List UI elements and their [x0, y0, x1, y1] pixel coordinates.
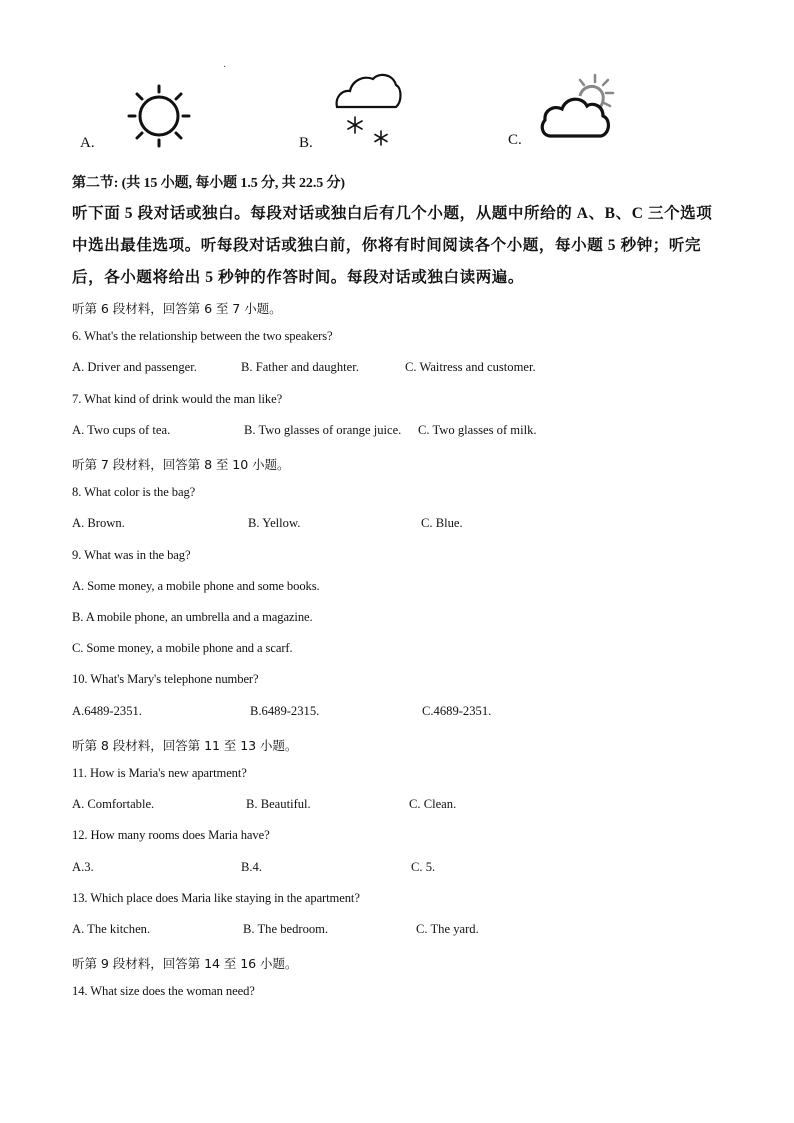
question-7-stem: 7. What kind of drink would the man like? [72, 392, 283, 406]
q12-option-b: B.4. [241, 860, 262, 874]
instructions-line-3: 后，各小题将给出 5 秒钟的作答时间。每段对话或独白读两遍。 [72, 269, 525, 286]
q13-option-b: B. The bedroom. [243, 922, 329, 936]
section-heading: 第二节: (共 15 小题, 每小题 1.5 分, 共 22.5 分) [72, 176, 345, 191]
q8-option-a: A. Brown. [72, 516, 125, 530]
q11-option-c: C. Clean. [409, 797, 457, 811]
option-a-label: A. [80, 135, 95, 151]
option-c-label: C. [508, 132, 522, 148]
q6-option-b: B. Father and daughter. [241, 360, 359, 374]
q12-option-a: A.3. [72, 860, 94, 874]
q12-option-c: C. 5. [411, 860, 436, 874]
partly-cloudy-icon [540, 72, 620, 144]
instructions-line-1: 听下面 5 段对话或独白。每段对话或独白后有几个小题，从题中所给的 A、B、C 三个选项 [72, 205, 713, 222]
question-8-stem: 8. What color is the bag? [72, 485, 196, 499]
question-11-stem: 11. How is Maria's new apartment? [72, 766, 247, 780]
q7-option-c: C. Two glasses of milk. [418, 423, 537, 437]
material-9-heading: 听第 9 段材料，回答第 14 至 16 小题。 [72, 956, 298, 971]
q8-option-c: C. Blue. [421, 516, 463, 530]
instructions-line-2: 中选出最佳选项。听每段对话或独白前，你将有时间阅读各个小题，每小题 5 秒钟；听完 [72, 237, 702, 254]
question-14-stem: 14. What size does the woman need? [72, 984, 255, 998]
q11-option-a: A. Comfortable. [72, 797, 155, 811]
q10-option-b: B.6489-2315. [250, 704, 320, 718]
material-8-heading: 听第 8 段材料，回答第 11 至 13 小题。 [72, 738, 298, 753]
q7-option-a: A. Two cups of tea. [72, 423, 171, 437]
q7-option-b: B. Two glasses of orange juice. [244, 423, 402, 437]
q6-option-c: C. Waitress and customer. [405, 360, 536, 374]
q13-option-a: A. The kitchen. [72, 922, 151, 936]
question-12-stem: 12. How many rooms does Maria have? [72, 828, 270, 842]
option-b-label: B. [299, 135, 313, 151]
q9-option-c: C. Some money, a mobile phone and a scarf. [72, 641, 293, 655]
q10-option-a: A.6489-2351. [72, 704, 142, 718]
material-7-heading: 听第 7 段材料，回答第 8 至 10 小题。 [72, 457, 290, 472]
top-mark: · [223, 62, 227, 73]
question-6-stem: 6. What's the relationship between the two speakers? [72, 329, 333, 343]
question-13-stem: 13. Which place does Maria like staying in the apartment? [72, 891, 360, 905]
q11-option-b: B. Beautiful. [246, 797, 311, 811]
q13-option-c: C. The yard. [416, 922, 479, 936]
question-9-stem: 9. What was in the bag? [72, 548, 191, 562]
question-10-stem: 10. What's Mary's telephone number? [72, 672, 259, 686]
q9-option-a: A. Some money, a mobile phone and some books. [72, 579, 320, 593]
q8-option-b: B. Yellow. [248, 516, 301, 530]
q10-option-c: C.4689-2351. [422, 704, 492, 718]
q6-option-a: A. Driver and passenger. [72, 360, 197, 374]
snow-cloud-icon [333, 70, 403, 150]
material-6-heading: 听第 6 段材料，回答第 6 至 7 小题。 [72, 301, 282, 316]
q9-option-b: B. A mobile phone, an umbrella and a magazine. [72, 610, 313, 624]
sun-icon [124, 82, 194, 150]
